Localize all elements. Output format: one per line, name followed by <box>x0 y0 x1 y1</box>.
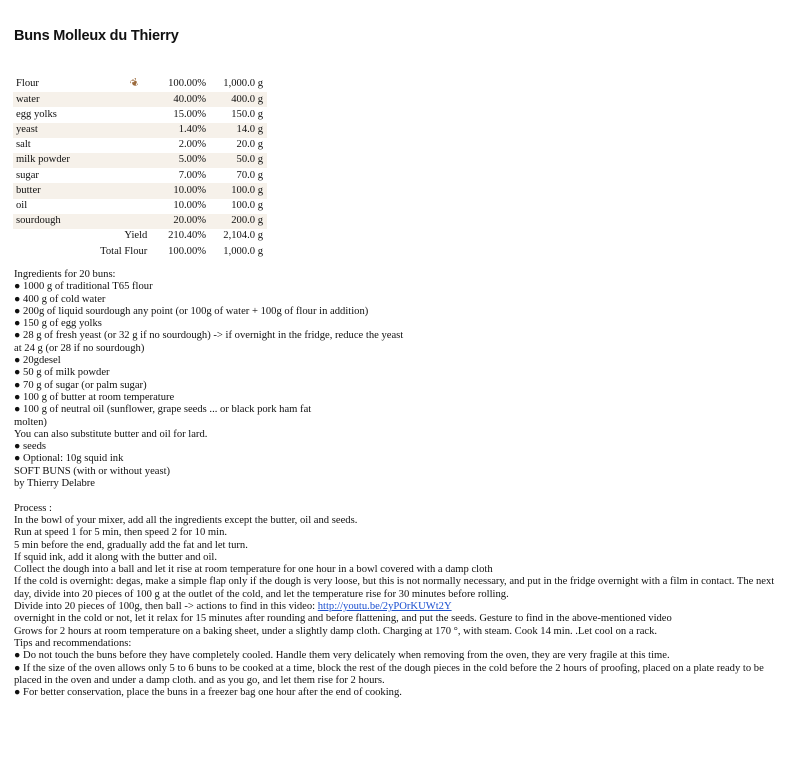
link-prefix: Divide into 20 pieces of 100g, then ball -> actions to find in this video: <box>14 601 318 613</box>
total-flour-percent: 100.00% <box>168 245 207 257</box>
text-line: ● 200g of liquid sourdough any point (or 100g of water + 100g of flour in addition) <box>14 305 369 317</box>
text-line: Run at speed 1 for 5 min, then speed 2 for 10 min. <box>14 527 228 539</box>
wheat-icon: ❦ <box>128 77 142 92</box>
text-line: You can also substitute butter and oil for lard. <box>14 428 208 440</box>
ingredient-name: egg yolks <box>16 108 57 120</box>
ingredient-percent: 10.00% <box>149 183 206 198</box>
table-row <box>13 168 267 183</box>
ingredient-weight: 1,000.0 g <box>223 78 263 90</box>
text-line: Grows for 2 hours at room temperature on a baking sheet, under a slightly damp cloth. Charging at 170 °, with steam. Cook 14 min. .Let cool on a rack. <box>14 625 658 637</box>
text-line: If the cold is overnight: degas, make a simple flap only if the dough is very loose, but this is not normally necessary, and put in the fridge overnight with a film in contact. The next day, divide into 20 pieces of 100 g at the outlet of the cold, and let the temperature rise for 30 minutes before rolling. <box>14 576 777 600</box>
ingredient-percent: 10.00% <box>173 199 207 211</box>
table-row <box>13 77 267 92</box>
video-link[interactable]: http://youtu.be/2yPOrKUWt2Y <box>317 601 452 613</box>
table-row <box>13 183 267 198</box>
link-line <box>14 601 786 613</box>
text-line: 5 min before the end, gradually add the fat and let turn. <box>14 539 248 551</box>
text-line: ● Optional: 10g squid ink <box>14 453 124 465</box>
text-line: at 24 g (or 28 if no sourdough) <box>14 342 145 354</box>
total-flour-label: Total Flour <box>100 245 148 257</box>
total-flour-row <box>13 244 267 259</box>
ingredient-weight: 70.0 g <box>236 169 263 181</box>
ingredient-weight: 20.0 g <box>236 139 263 151</box>
text-line: Collect the dough into a ball and let it rise at room temperature for one hour in a bowl covered with a damp cloth <box>14 564 493 576</box>
ingredient-percent: 100.00% <box>168 78 207 90</box>
text-line: ● 400 g of cold water <box>14 293 106 305</box>
table-row <box>13 107 267 122</box>
text-line: molten) <box>14 416 47 428</box>
text-line: ● For better conservation, place the buns in a freezer bag one hour after the end of cooking. <box>14 687 402 699</box>
text-line: Tips and recommendations: <box>14 637 132 649</box>
ingredient-name: sourdough <box>13 214 121 229</box>
table-row <box>13 214 267 229</box>
text-line: In the bowl of your mixer, add all the ingredients except the butter, oil and seeds. <box>14 514 358 526</box>
text-line: overnight in the cold or not, let it relax for 15 minutes after rounding and before flattening, and put the seeds. Gesture to find in the above-mentioned video <box>14 613 672 625</box>
ingredient-weight: 150.0 g <box>231 108 263 120</box>
text-line: ● 1000 g of traditional T65 flour <box>14 281 153 293</box>
ingredient-weight: 50.0 g <box>206 153 267 168</box>
ingredient-name: oil <box>16 199 28 211</box>
ingredient-percent: 5.00% <box>149 153 206 168</box>
text-line: ● 150 g of egg yolks <box>14 318 102 330</box>
ingredient-name: water <box>13 92 121 107</box>
ingredients-table <box>13 77 267 259</box>
text-line: ● Do not touch the buns before they have completely cooled. Handle them very delicately when removing from the oven, they are very fragile at this time. <box>14 650 670 662</box>
text-line: If squid ink, add it along with the butter and oil. <box>14 551 218 563</box>
ingredient-weight: 100.0 g <box>231 199 263 211</box>
yield-row <box>13 229 267 244</box>
table-row <box>13 138 267 153</box>
table-row <box>13 92 267 107</box>
page-title: Buns Molleux du Thierry <box>14 28 179 44</box>
text-line: SOFT BUNS (with or without yeast) <box>14 465 171 477</box>
text-line: ● 70 g of sugar (or palm sugar) <box>14 379 147 391</box>
table-row <box>13 123 267 138</box>
text-line: ● seeds <box>14 441 46 453</box>
ingredient-name: milk powder <box>13 153 121 168</box>
text-line: by Thierry Delabre <box>14 478 95 490</box>
text-line: ● If the size of the oven allows only 5 to 6 buns to be cooked at a time, block the rest of the dough pieces in the cold before the 2 hours of proofing, placed on a plate ready to be placed in the oven and under a damp cloth. and as you go, and let them rise for 2 hours. <box>14 662 767 686</box>
text-line: ● 100 g of butter at room temperature <box>14 391 175 403</box>
text-line: ● 28 g of fresh yeast (or 32 g if no sourdough) -> if overnight in the fridge, reduce the yeast <box>14 330 404 342</box>
recipe-body <box>14 269 786 699</box>
ingredient-percent: 1.40% <box>149 123 206 138</box>
spacer <box>14 490 786 502</box>
ingredient-percent: 40.00% <box>149 92 206 107</box>
ingredient-name: Flour <box>16 78 39 90</box>
text-line: ● 50 g of milk powder <box>14 367 110 379</box>
table-row <box>13 199 267 214</box>
total-flour-weight: 1,000.0 g <box>223 245 263 257</box>
text-line: ● 100 g of neutral oil (sunflower, grape seeds ... or black pork ham fat <box>14 404 312 416</box>
yield-percent: 210.40% <box>168 230 207 242</box>
ingredient-weight: 100.0 g <box>206 183 267 198</box>
table-row <box>13 153 267 168</box>
text-line: ● 20gdesel <box>14 355 61 367</box>
ingredient-weight: 200.0 g <box>206 214 267 229</box>
ingredient-name: salt <box>16 139 31 151</box>
ingredient-name: yeast <box>13 123 121 138</box>
text-line: Process : <box>14 502 52 514</box>
ingredient-percent: 7.00% <box>178 169 207 181</box>
ingredient-percent: 15.00% <box>173 108 207 120</box>
ingredient-weight: 400.0 g <box>206 92 267 107</box>
ingredient-percent: 20.00% <box>149 214 206 229</box>
yield-weight: 2,104.0 g <box>223 230 263 242</box>
ingredient-name: butter <box>13 183 121 198</box>
ingredient-weight: 14.0 g <box>206 123 267 138</box>
ingredient-percent: 2.00% <box>178 139 207 151</box>
text-line: Ingredients for 20 buns: <box>14 269 116 280</box>
ingredient-name: sugar <box>16 169 39 181</box>
yield-label: Yield <box>124 230 148 242</box>
